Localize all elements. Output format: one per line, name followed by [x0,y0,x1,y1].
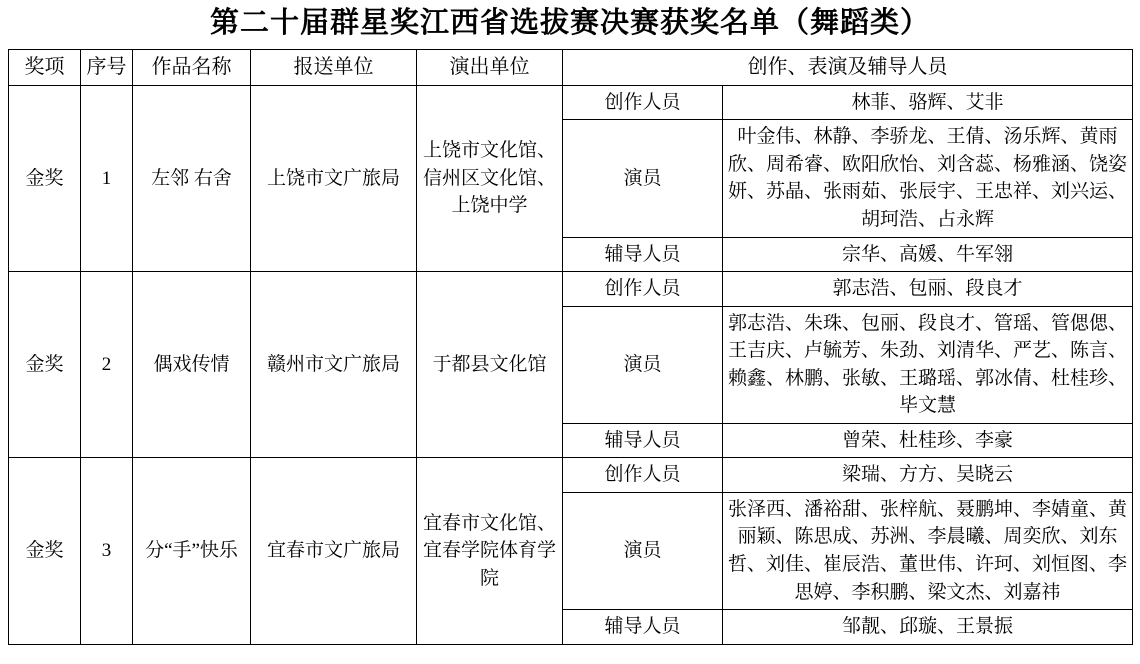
cell-creator-names: 郭志浩、包丽、段良才 [723,272,1133,307]
cell-perform-unit: 上饶市文化馆、信州区文化馆、上饶中学 [417,85,563,271]
cell-award: 金奖 [9,85,81,271]
cell-seq: 2 [81,272,133,458]
cell-award: 金奖 [9,458,81,644]
cell-creator-names: 梁瑞、方方、吴晓云 [723,458,1133,493]
cell-work: 偶戏传情 [133,272,251,458]
table-row [9,458,1133,493]
cell-award: 金奖 [9,272,81,458]
cell-perform-unit: 宜春市文化馆、宜春学院体育学院 [417,458,563,644]
table-row [9,272,1133,307]
column-header-work: 作品名称 [133,49,251,85]
cell-instructor-names: 宗华、高媛、牛军翎 [723,237,1133,272]
role-label-performer: 演员 [563,306,723,423]
role-label-creator: 创作人员 [563,458,723,493]
cell-submit-unit: 宜春市文广旅局 [251,458,417,644]
table-body [9,85,1133,644]
award-list-table [8,49,1133,645]
role-label-instructor: 辅导人员 [563,610,723,645]
cell-submit-unit: 赣州市文广旅局 [251,272,417,458]
role-label-creator: 创作人员 [563,272,723,307]
column-header-award: 奖项 [9,49,81,85]
cell-instructor-names: 邹靓、邱璇、王景振 [723,610,1133,645]
column-header-submit-unit: 报送单位 [251,49,417,85]
table-header-row [9,49,1133,85]
role-label-creator: 创作人员 [563,85,723,120]
cell-performer-names: 叶金伟、林静、李骄龙、王倩、汤乐辉、黄雨欣、周希睿、欧阳欣怡、刘含蕊、杨雅涵、饶姿妍、苏晶、张雨茹、张辰宇、王忠祥、刘兴运、胡珂浩、占永辉 [723,120,1133,237]
column-header-perform-unit: 演出单位 [417,49,563,85]
column-header-seq: 序号 [81,49,133,85]
cell-work: 左邻 右舍 [133,85,251,271]
cell-submit-unit: 上饶市文广旅局 [251,85,417,271]
cell-seq: 1 [81,85,133,271]
role-label-performer: 演员 [563,120,723,237]
role-label-instructor: 辅导人员 [563,237,723,272]
cell-instructor-names: 曾荣、杜桂珍、李豪 [723,423,1133,458]
cell-creator-names: 林菲、骆辉、艾非 [723,85,1133,120]
column-header-personnel: 创作、表演及辅导人员 [563,49,1133,85]
cell-perform-unit: 于都县文化馆 [417,272,563,458]
cell-performer-names: 郭志浩、朱珠、包丽、段良才、管瑶、管偲偲、王吉庆、卢毓芳、朱劲、刘清华、严艺、陈言、赖鑫、林鹏、张敏、王璐瑶、郭冰倩、杜桂珍、毕文慧 [723,306,1133,423]
page-title: 第二十届群星奖江西省选拔赛决赛获奖名单（舞蹈类） [209,7,930,39]
table-row [9,85,1133,120]
cell-work: 分“手”快乐 [133,458,251,644]
role-label-performer: 演员 [563,492,723,609]
role-label-instructor: 辅导人员 [563,423,723,458]
cell-seq: 3 [81,458,133,644]
cell-performer-names: 张泽西、潘裕甜、张梓航、聂鹏坤、李婧童、黄丽颖、陈思成、苏洲、李晨曦、周奕欣、刘东哲、刘佳、崔辰浩、董世伟、许珂、刘恒图、李思婷、李积鹏、梁文杰、刘嘉祎 [723,492,1133,609]
table-header [9,49,1133,85]
